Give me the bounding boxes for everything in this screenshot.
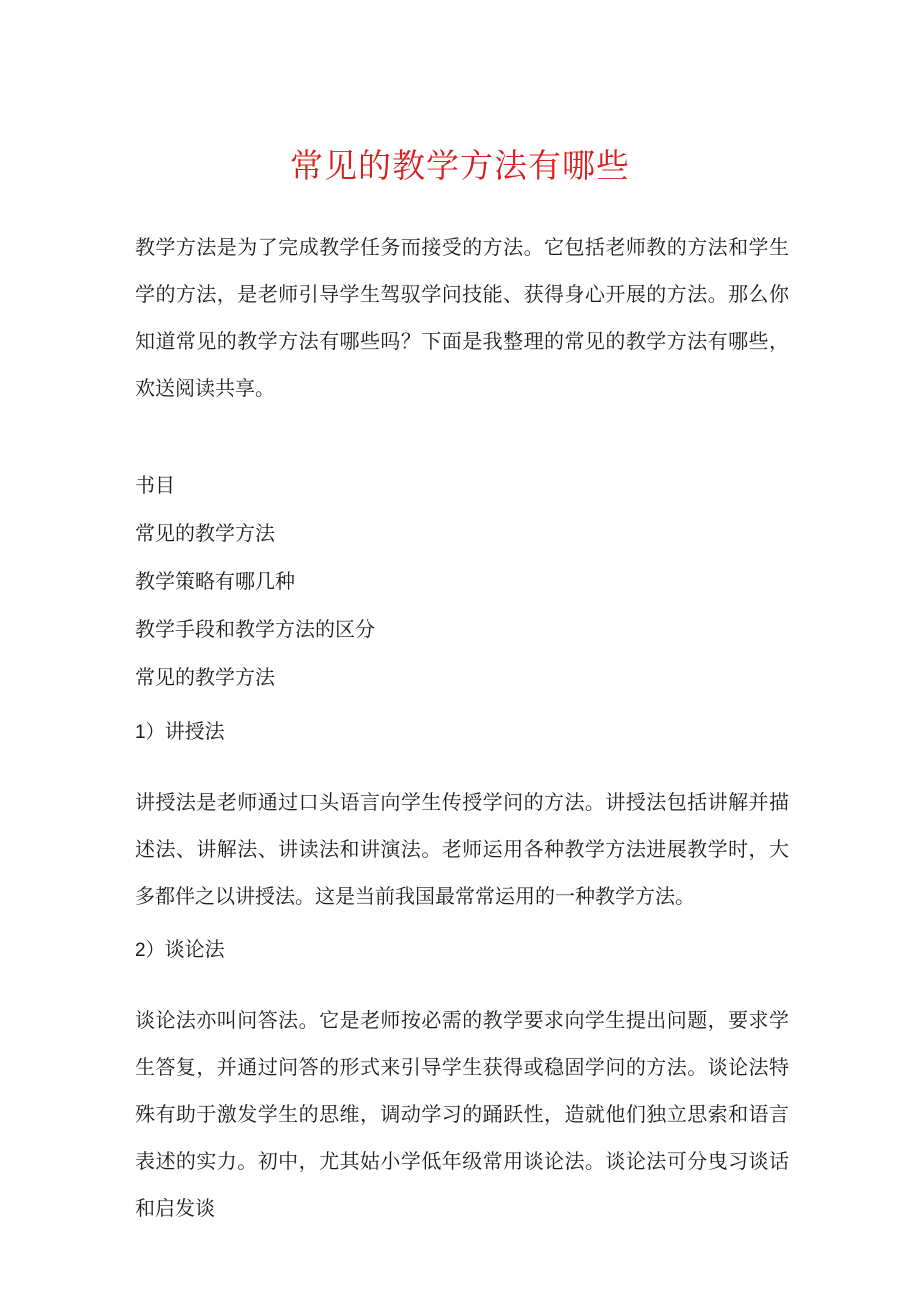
toc-item: 常见的教学方法 xyxy=(135,521,275,545)
toc-heading: 书目 xyxy=(135,473,175,497)
method-heading xyxy=(135,716,225,748)
method-name: 讲授法 xyxy=(164,719,225,743)
method-name: 谈论法 xyxy=(164,937,225,961)
toc-item: 教学手段和教学方法的区分 xyxy=(135,617,375,641)
method-heading xyxy=(135,934,225,966)
method-paragraph: 谈论法亦叫问答法。它是老师按必需的教学要求向学生提出问题，要求学生答复，并通过问答的形式来引导学生获得或稳固学问的方法。谈论法特殊有助于激发学生的思维，调动学习的踊跃性，造就他们独立思索和语言表述的实力。初中，尤其姑小学低年级常用谈论法。谈论法可分曳习谈话和启发谈 xyxy=(135,1008,789,1220)
intro-paragraph: 教学方法是为了完成教学任务而接受的方法。它包括老师教的方法和学生学的方法，是老师引导学生驾驭学问技能、获得身心开展的方法。那么你知道常见的教学方法有哪些吗？下面是我整理的常见的教学方法有哪些，欢送阅读共享。 xyxy=(135,235,789,400)
method-number: 2） xyxy=(135,940,165,961)
method-paragraph: 讲授法是老师通过口头语言向学生传授学问的方法。讲授法包括讲解并描述法、讲解法、讲读法和讲演法。老师运用各种教学方法进展教学时，大多都伴之以讲授法。这是当前我国最常常运用的一种教学方法。 xyxy=(135,790,789,908)
section-heading: 常见的教学方法 xyxy=(135,665,275,689)
method-number: 1） xyxy=(135,722,165,743)
page-title: 常见的教学方法有哪些 xyxy=(290,146,630,185)
toc-item: 教学策略有哪几种 xyxy=(135,569,295,593)
